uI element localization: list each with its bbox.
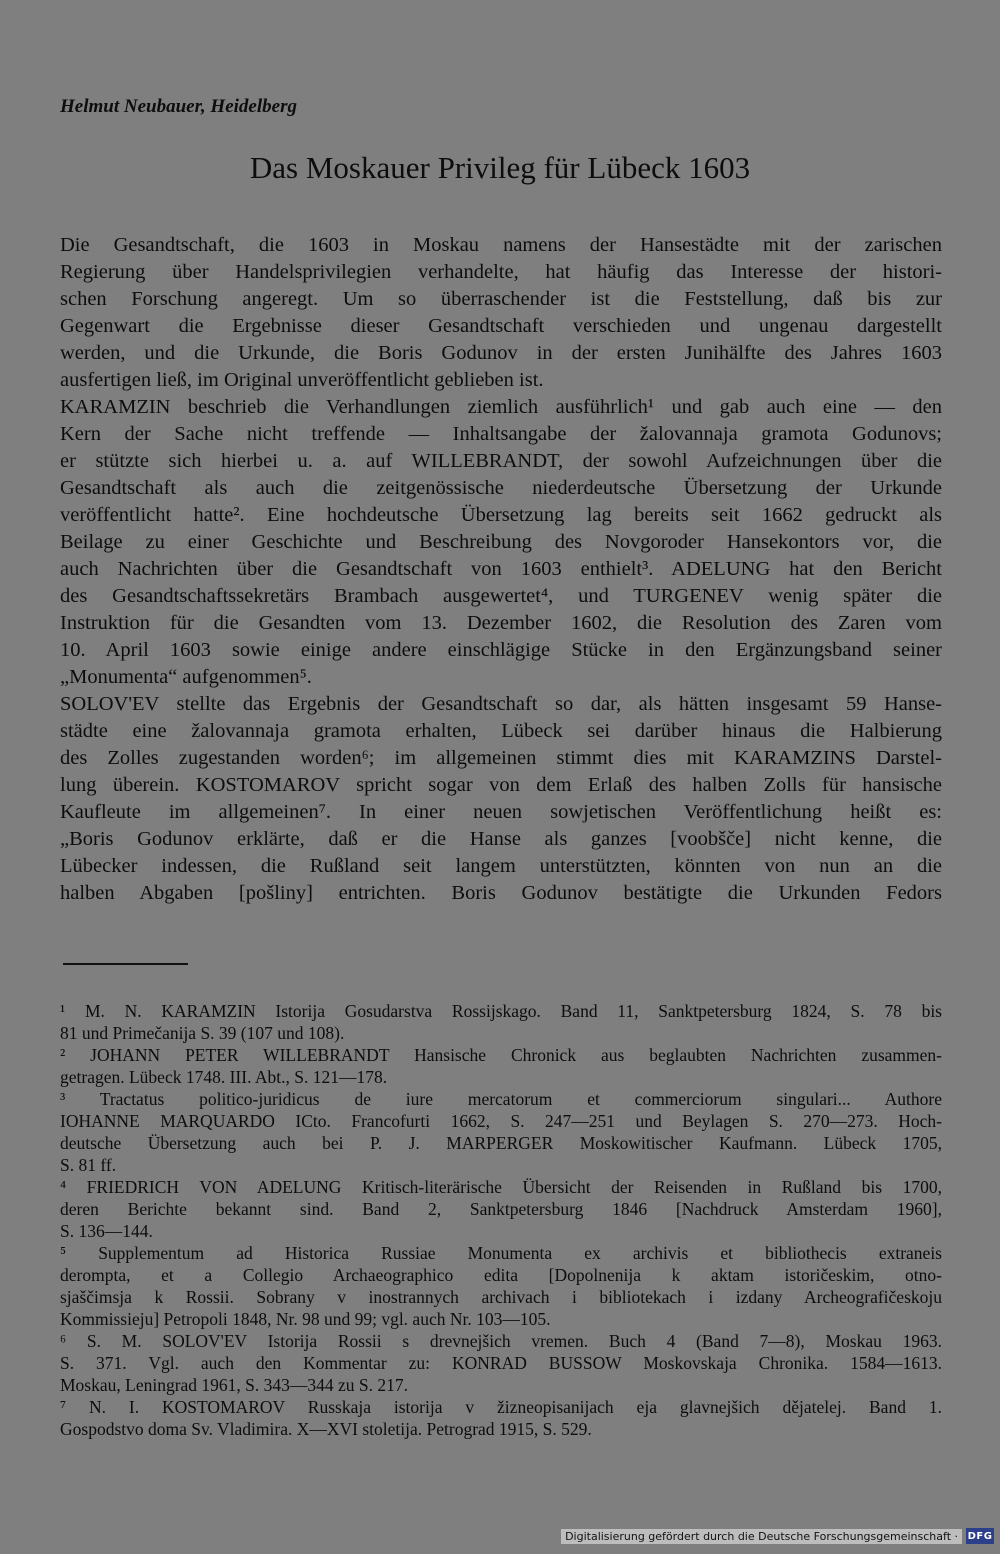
body-line: des Zolles zugestanden worden⁶; im allgemeinen stimmt dies mit KARAMZINS Darstel- [60,747,942,769]
footnote-line: ⁴ FRIEDRICH VON ADELUNG Kritisch-literärische Übersicht der Reisenden in Rußland bis 1700, [60,1177,942,1197]
body-line: Kern der Sache nicht treffende — Inhaltsangabe der žalovannaja gramota Godunovs; [60,423,942,445]
footnote-line: IOHANNE MARQUARDO ICto. Francofurti 1662, S. 247—251 und Beylagen S. 270—273. Hoch- [60,1111,942,1131]
footnote-line: ³ Tractatus politico-juridicus de iure mercatorum et commerciorum singulari... Authore [60,1089,942,1109]
footnotes [60,1000,942,1440]
body-line: städte eine žalovannaja gramota erhalten, Lübeck sei darüber hinaus die Halbierung [60,720,942,742]
body-line: veröffentlicht hatte². Eine hochdeutsche Übersetzung lag bereits seit 1662 gedruckt als [60,504,942,526]
footnote-line: ⁷ N. I. KOSTOMAROV Russkaja istorija v žizneopisanijach eja glavnejšich dějatelej. Band 1. [60,1397,942,1417]
body-line: Lübecker indessen, die Rußland seit langem unterstützten, könnten von nun an die [60,855,942,877]
body-line: halben Abgaben [pošliny] entrichten. Boris Godunov bestätigte die Urkunden Fedors [60,882,942,904]
footnote-line: 81 und Primečanija S. 39 (107 und 108). [60,1023,345,1043]
body-line: „Boris Godunov erklärte, daß er die Hanse als ganzes [voobšče] nicht kenne, die [60,828,942,850]
footnote-line: ¹ M. N. KARAMZIN Istorija Gosudarstva Rossijskago. Band 11, Sanktpetersburg 1824, S. 78 bis [60,1001,942,1021]
footnote-line: getragen. Lübeck 1748. III. Abt., S. 121—178. [60,1067,388,1087]
body-line: Kaufleute im allgemeinen⁷. In einer neuen sowjetischen Veröffentlichung heißt es: [60,801,942,823]
footnote-line: derompta, et a Collegio Archaeographico edita [Dopolnenija k aktam istoričeskim, otno- [60,1265,942,1285]
footnote-line: sjaščimsja k Rossii. Sobrany v inostrannych archivach i bibliotekach i izdany Archeografičeskoju [60,1287,942,1307]
body-line: schen Forschung angeregt. Um so überraschender ist die Feststellung, daß bis zur [60,288,942,310]
author-line: Helmut Neubauer, Heidelberg [60,96,297,117]
body-line: auch Nachrichten über die Gesandtschaft von 1603 enthielt³. ADELUNG hat den Bericht [60,558,942,580]
body-line: lung überein. KOSTOMAROV spricht sogar von dem Erlaß des halben Zolls für hansische [60,774,942,796]
footnote-line: Moskau, Leningrad 1961, S. 343—344 zu S. 217. [60,1375,409,1395]
body-text [60,232,942,907]
footnote-line: ⁶ S. M. SOLOV'EV Istorija Rossii s drevnejšich vremen. Buch 4 (Band 7—8), Moskau 1963. [60,1331,942,1351]
body-line: Instruktion für die Gesandten vom 13. Dezember 1602, die Resolution des Zaren vom [60,612,942,634]
footnote-line: S. 136—144. [60,1221,153,1241]
body-line: Gesandtschaft als auch die zeitgenössische niederdeutsche Übersetzung der Urkunde [60,477,942,499]
body-line: er stützte sich hierbei u. a. auf WILLEBRANDT, der sowohl Aufzeichnungen über die [60,450,942,472]
body-line: KARAMZIN beschrieb die Verhandlungen ziemlich ausführlich¹ und gab auch eine — den [60,396,942,418]
body-line: SOLOV'EV stellte das Ergebnis der Gesandtschaft so dar, als hätten insgesamt 59 Hanse- [60,693,942,715]
dfg-logo-icon: DFG [966,1528,994,1544]
footnote-line: S. 81 ff. [60,1155,117,1175]
funding-note: Digitalisierung gefördert durch die Deutsche Forschungsgemeinschaft · [561,1529,962,1544]
footnote-separator [63,963,188,965]
footnote-line: ² JOHANN PETER WILLEBRANDT Hansische Chronick aus beglaubten Nachrichten zusammen- [60,1045,942,1065]
body-line: Beilage zu einer Geschichte und Beschreibung des Novgoroder Hansekontors vor, die [60,531,942,553]
footnote-line: ⁵ Supplementum ad Historica Russiae Monumenta ex archivis et bibliothecis extraneis [60,1243,942,1263]
body-line: „Monumenta“ aufgenommen⁵. [60,666,312,688]
footnote-line: Gospodstvo doma Sv. Vladimira. X—XVI stoletija. Petrograd 1915, S. 529. [60,1419,592,1439]
body-line: ausfertigen ließ, im Original unveröffentlicht geblieben ist. [60,369,544,391]
footnote-line: deutsche Übersetzung auch bei P. J. MARPERGER Moskowitischer Kaufmann. Lübeck 1705, [60,1133,942,1153]
footnote-line: Kommissieju] Petropoli 1848, Nr. 98 und 99; vgl. auch Nr. 103—105. [60,1309,551,1329]
digitization-footer [561,1526,994,1546]
body-line: 10. April 1603 sowie einige andere einschlägige Stücke in den Ergänzungsband seiner [60,639,942,661]
footnote-line: deren Berichte bekannt sind. Band 2, Sanktpetersburg 1846 [Nachdruck Amsterdam 1960], [60,1199,942,1219]
article-title: Das Moskauer Privileg für Lübeck 1603 [249,150,751,185]
body-line: des Gesandtschaftssekretärs Brambach ausgewertet⁴, und TURGENEV wenig später die [60,585,942,607]
body-line: werden, und die Urkunde, die Boris Godunov in der ersten Junihälfte des Jahres 1603 [60,342,942,364]
footnote-line: S. 371. Vgl. auch den Kommentar zu: KONRAD BUSSOW Moskovskaja Chronika. 1584—1613. [60,1353,942,1373]
body-line: Die Gesandtschaft, die 1603 in Moskau namens der Hansestädte mit der zarischen [60,234,942,256]
body-line: Regierung über Handelsprivilegien verhandelte, hat häufig das Interesse der histori- [60,261,942,283]
body-line: Gegenwart die Ergebnisse dieser Gesandtschaft verschieden und ungenau dargestellt [60,315,942,337]
